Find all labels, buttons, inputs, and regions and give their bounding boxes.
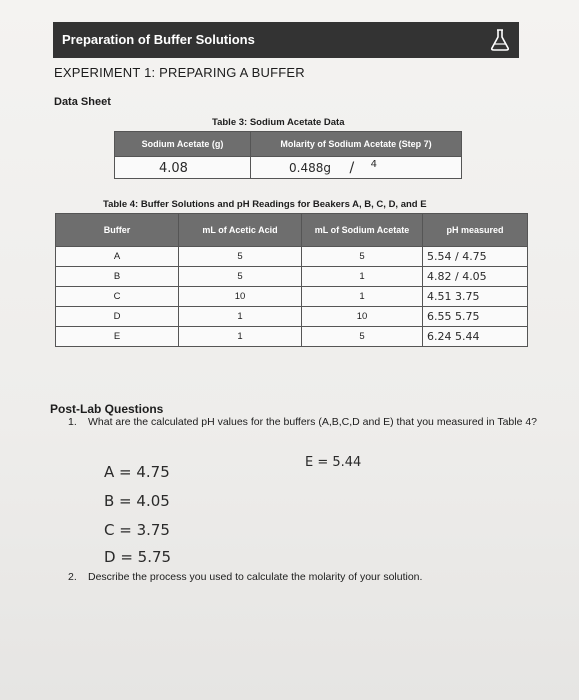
ph-cell[interactable]: 6.24 5.44 [423,327,528,347]
acetic-cell: 5 [179,267,302,287]
sodium-acetate-table [114,131,462,179]
answer-b: B = 4.05 [104,492,170,510]
acetate-cell: 1 [302,287,423,307]
table4-caption: Table 4: Buffer Solutions and pH Readings for Beakers A, B, C, D, and E [103,199,427,210]
acetic-cell: 1 [179,307,302,327]
table-row [56,287,528,307]
table3-header-molarity: Molarity of Sodium Acetate (Step 7) [251,132,462,157]
buffer-cell: E [56,327,179,347]
table3-header-mass: Sodium Acetate (g) [115,132,251,157]
table3-mass-cell[interactable] [115,157,251,179]
ph-cell[interactable]: 5.54 / 4.75 [423,247,528,267]
molarity-value: 0.488g [289,160,331,175]
acetate-cell: 5 [302,327,423,347]
buffer-table [55,213,528,347]
acetic-cell: 1 [179,327,302,347]
ph-cell[interactable]: 4.51 3.75 [423,287,528,307]
question-2-text: Describe the process you used to calculate the molarity of your solution. [88,571,423,583]
buffer-cell: D [56,307,179,327]
table4-header-acetic: mL of Acetic Acid [179,214,302,247]
table-row [56,327,528,347]
ph-cell[interactable]: 6.55 5.75 [423,307,528,327]
buffer-cell: B [56,267,179,287]
table3-caption: Table 3: Sodium Acetate Data [212,117,345,128]
question-1-number: 1. [68,416,77,428]
experiment-title: EXPERIMENT 1: PREPARING A BUFFER [54,65,305,80]
table4-header-buffer: Buffer [56,214,179,247]
data-sheet-label: Data Sheet [54,96,111,108]
header-bar [53,22,519,58]
answer-c: C = 3.75 [104,521,170,539]
table4-header-ph: pH measured [423,214,528,247]
table-row [56,247,528,267]
table3-molarity-cell[interactable] [251,157,462,179]
mass-value: 4.08 [159,160,188,176]
buffer-cell: A [56,247,179,267]
question-1-text: What are the calculated pH values for the buffers (A,B,C,D and E) that you measured in Table 4? [88,416,538,428]
acetate-cell: 10 [302,307,423,327]
molarity-slash: / [349,159,355,176]
acetic-cell: 5 [179,247,302,267]
page-title: Preparation of Buffer Solutions [62,32,255,47]
acetic-cell: 10 [179,287,302,307]
answer-d: D = 5.75 [104,548,172,566]
molarity-note: 4 [370,158,377,170]
table-row [56,267,528,287]
table-row [56,307,528,327]
question-2-number: 2. [68,571,77,583]
answer-a: A = 4.75 [104,463,170,481]
ph-cell[interactable]: 4.82 / 4.05 [423,267,528,287]
post-lab-title: Post-Lab Questions [50,402,164,416]
table4-header-acetate: mL of Sodium Acetate [302,214,423,247]
answer-e: E = 5.44 [305,455,362,470]
acetate-cell: 1 [302,267,423,287]
question-2 [68,571,423,583]
flask-icon [489,28,511,52]
buffer-cell: C [56,287,179,307]
acetate-cell: 5 [302,247,423,267]
